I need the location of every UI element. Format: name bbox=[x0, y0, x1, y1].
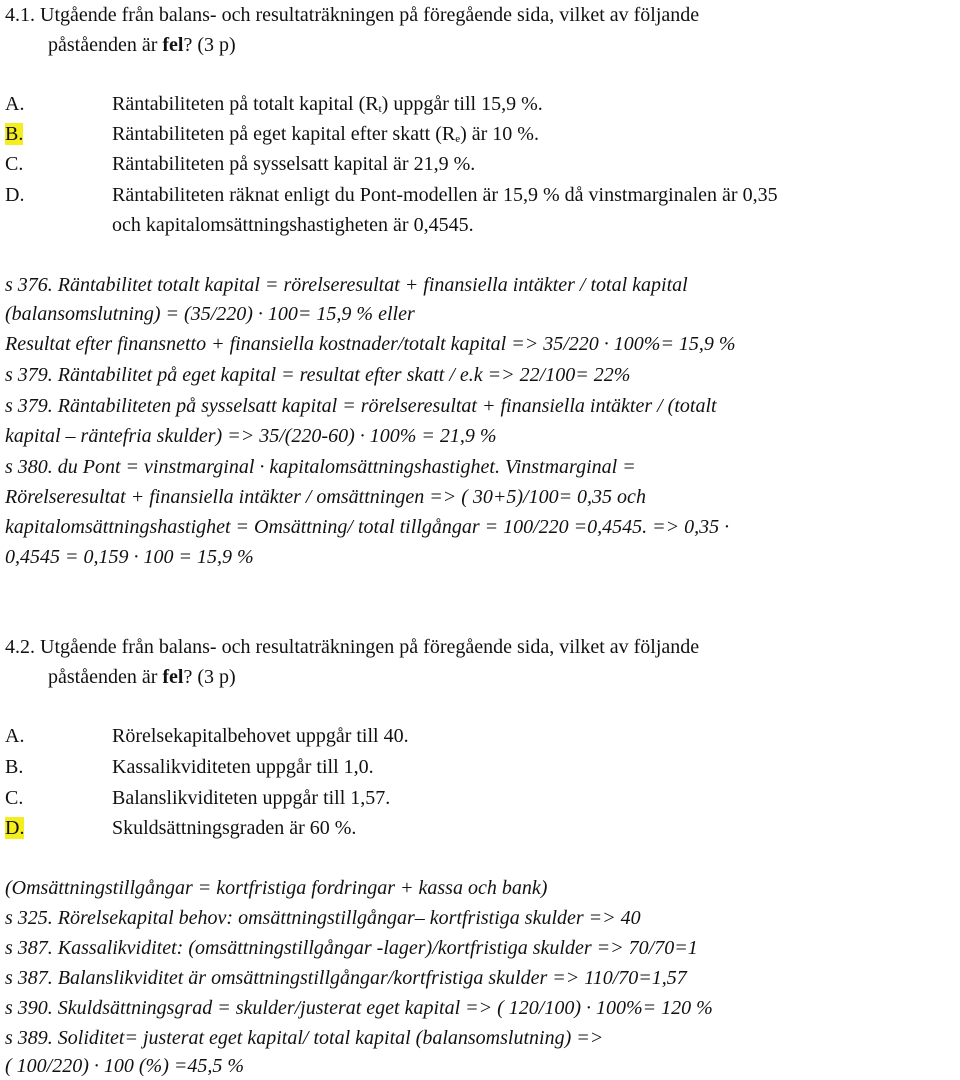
q2-prompt-line1 bbox=[5, 635, 699, 659]
q1-prompt-bold: fel bbox=[162, 34, 184, 56]
q2-solution-line: (Omsättningstillgångar = kortfristiga fordringar + kassa och bank) bbox=[5, 877, 548, 899]
q2-prompt-line2 bbox=[48, 665, 236, 689]
q1-option-d-cont: och kapitalomsättningshastigheten är 0,4545. bbox=[112, 214, 474, 236]
q1-prompt-post: ? (3 p) bbox=[183, 34, 236, 56]
q1-option-c-letter: C. bbox=[5, 153, 24, 175]
q1-option-a-pre: Räntabiliteten på totalt kapital (R bbox=[112, 93, 379, 115]
q1-option-b-text bbox=[112, 122, 539, 151]
q1-option-a-letter: A. bbox=[5, 93, 25, 115]
q2-number: 4.2. bbox=[5, 636, 35, 658]
q1-prompt-line1 bbox=[5, 3, 699, 27]
q1-solution-line: (balansomslutning) = (35/220) · 100= 15,9 % eller bbox=[5, 303, 415, 325]
q2-option-b-text: Kassalikviditeten uppgår till 1,0. bbox=[112, 756, 374, 778]
q1-option-a-text bbox=[112, 92, 543, 121]
q2-option-a: A. bbox=[5, 725, 25, 747]
q1-option-a-post: ) uppgår till 15,9 %. bbox=[381, 93, 543, 115]
q1-solution-line: s 379. Räntabiliteten på sysselsatt kapital = rörelseresultat + finansiella intäkter / (totalt bbox=[5, 395, 717, 417]
q2-option-d-text: Skuldsättningsgraden är 60 %. bbox=[112, 817, 357, 839]
q2-solution-line: s 389. Soliditet= justerat eget kapital/ total kapital (balansomslutning) => bbox=[5, 1027, 604, 1049]
q1-solution-line: 0,4545 = 0,159 · 100 = 15,9 % bbox=[5, 546, 254, 568]
q1-number: 4.1. bbox=[5, 4, 35, 26]
q1-option-c-text: Räntabiliteten på sysselsatt kapital är 21,9 %. bbox=[112, 153, 476, 175]
q2-prompt-post: ? (3 p) bbox=[183, 666, 236, 688]
q1-option-d bbox=[5, 183, 24, 207]
q2-solution-line: s 390. Skuldsättningsgrad = skulder/justerat eget kapital => ( 120/100) · 100%= 120 % bbox=[5, 997, 713, 1019]
q1-solution-line: s 379. Räntabilitet på eget kapital = resultat efter skatt / e.k => 22/100= 22% bbox=[5, 364, 631, 386]
q1-option-c bbox=[5, 152, 23, 176]
q2-prompt-text: Utgående från balans- och resultaträkningen på föregående sida, vilket av följande bbox=[40, 636, 700, 658]
q2-option-d bbox=[5, 816, 24, 840]
q1-option-b-post: ) är 10 %. bbox=[460, 123, 539, 145]
q1-solution-line: kapital – räntefria skulder) => 35/(220-60) · 100% = 21,9 % bbox=[5, 425, 497, 447]
q1-solution-line: s 376. Räntabilitet totalt kapital = rörelseresultat + finansiella intäkter / total kapital bbox=[5, 274, 688, 296]
q1-solution-line: kapitalomsättningshastighet = Omsättning/ total tillgångar = 100/220 =0,4545. => 0,35 · bbox=[5, 516, 730, 538]
q1-option-b-pre: Räntabiliteten på eget kapital efter skatt (R bbox=[112, 123, 456, 145]
q1-option-a bbox=[5, 92, 24, 116]
q1-option-b-letter: B. bbox=[5, 123, 24, 145]
q2-solution-line: s 325. Rörelsekapital behov: omsättningstillgångar– kortfristiga skulder => 40 bbox=[5, 907, 641, 929]
q1-solution-line: s 380. du Pont = vinstmarginal · kapitalomsättningshastighet. Vinstmarginal = bbox=[5, 456, 636, 478]
q1-prompt-text: Utgående från balans- och resultaträkningen på föregående sida, vilket av följande bbox=[40, 4, 700, 26]
q2-option-c-text: Balanslikviditeten uppgår till 1,57. bbox=[112, 787, 391, 809]
q1-option-d-text: Räntabiliteten räknat enligt du Pont-modellen är 15,9 % då vinstmarginalen är 0,35 bbox=[112, 184, 778, 206]
q2-solution-line: ( 100/220) · 100 (%) =45,5 % bbox=[5, 1055, 245, 1077]
q2-option-d-letter: D. bbox=[5, 817, 25, 839]
q1-prompt-pre: påståenden är bbox=[48, 34, 163, 56]
q1-option-d-letter: D. bbox=[5, 184, 25, 206]
q2-prompt-pre: påståenden är bbox=[48, 666, 163, 688]
q1-option-b bbox=[5, 122, 23, 146]
q1-solution-line: Resultat efter finansnetto + finansiella kostnader/totalt kapital => 35/220 · 100%= 15,9 % bbox=[5, 333, 736, 355]
q1-option-a-sub: t bbox=[378, 103, 382, 115]
q1-solution-line: Rörelseresultat + finansiella intäkter / omsättningen => ( 30+5)/100= 0,35 och bbox=[5, 486, 646, 508]
q2-prompt-bold: fel bbox=[162, 666, 184, 688]
q2-solution-line: s 387. Balanslikviditet är omsättningstillgångar/kortfristiga skulder => 110/70=1,57 bbox=[5, 967, 687, 989]
q2-option-b: B. bbox=[5, 756, 24, 778]
q2-solution-line: s 387. Kassalikviditet: (omsättningstillgångar -lager)/kortfristiga skulder => 70/70=1 bbox=[5, 937, 698, 959]
q2-option-a-text: Rörelsekapitalbehovet uppgår till 40. bbox=[112, 725, 409, 747]
q2-option-c: C. bbox=[5, 787, 24, 809]
q1-option-b-sub: e bbox=[455, 133, 461, 145]
q1-prompt-line2 bbox=[48, 33, 236, 57]
